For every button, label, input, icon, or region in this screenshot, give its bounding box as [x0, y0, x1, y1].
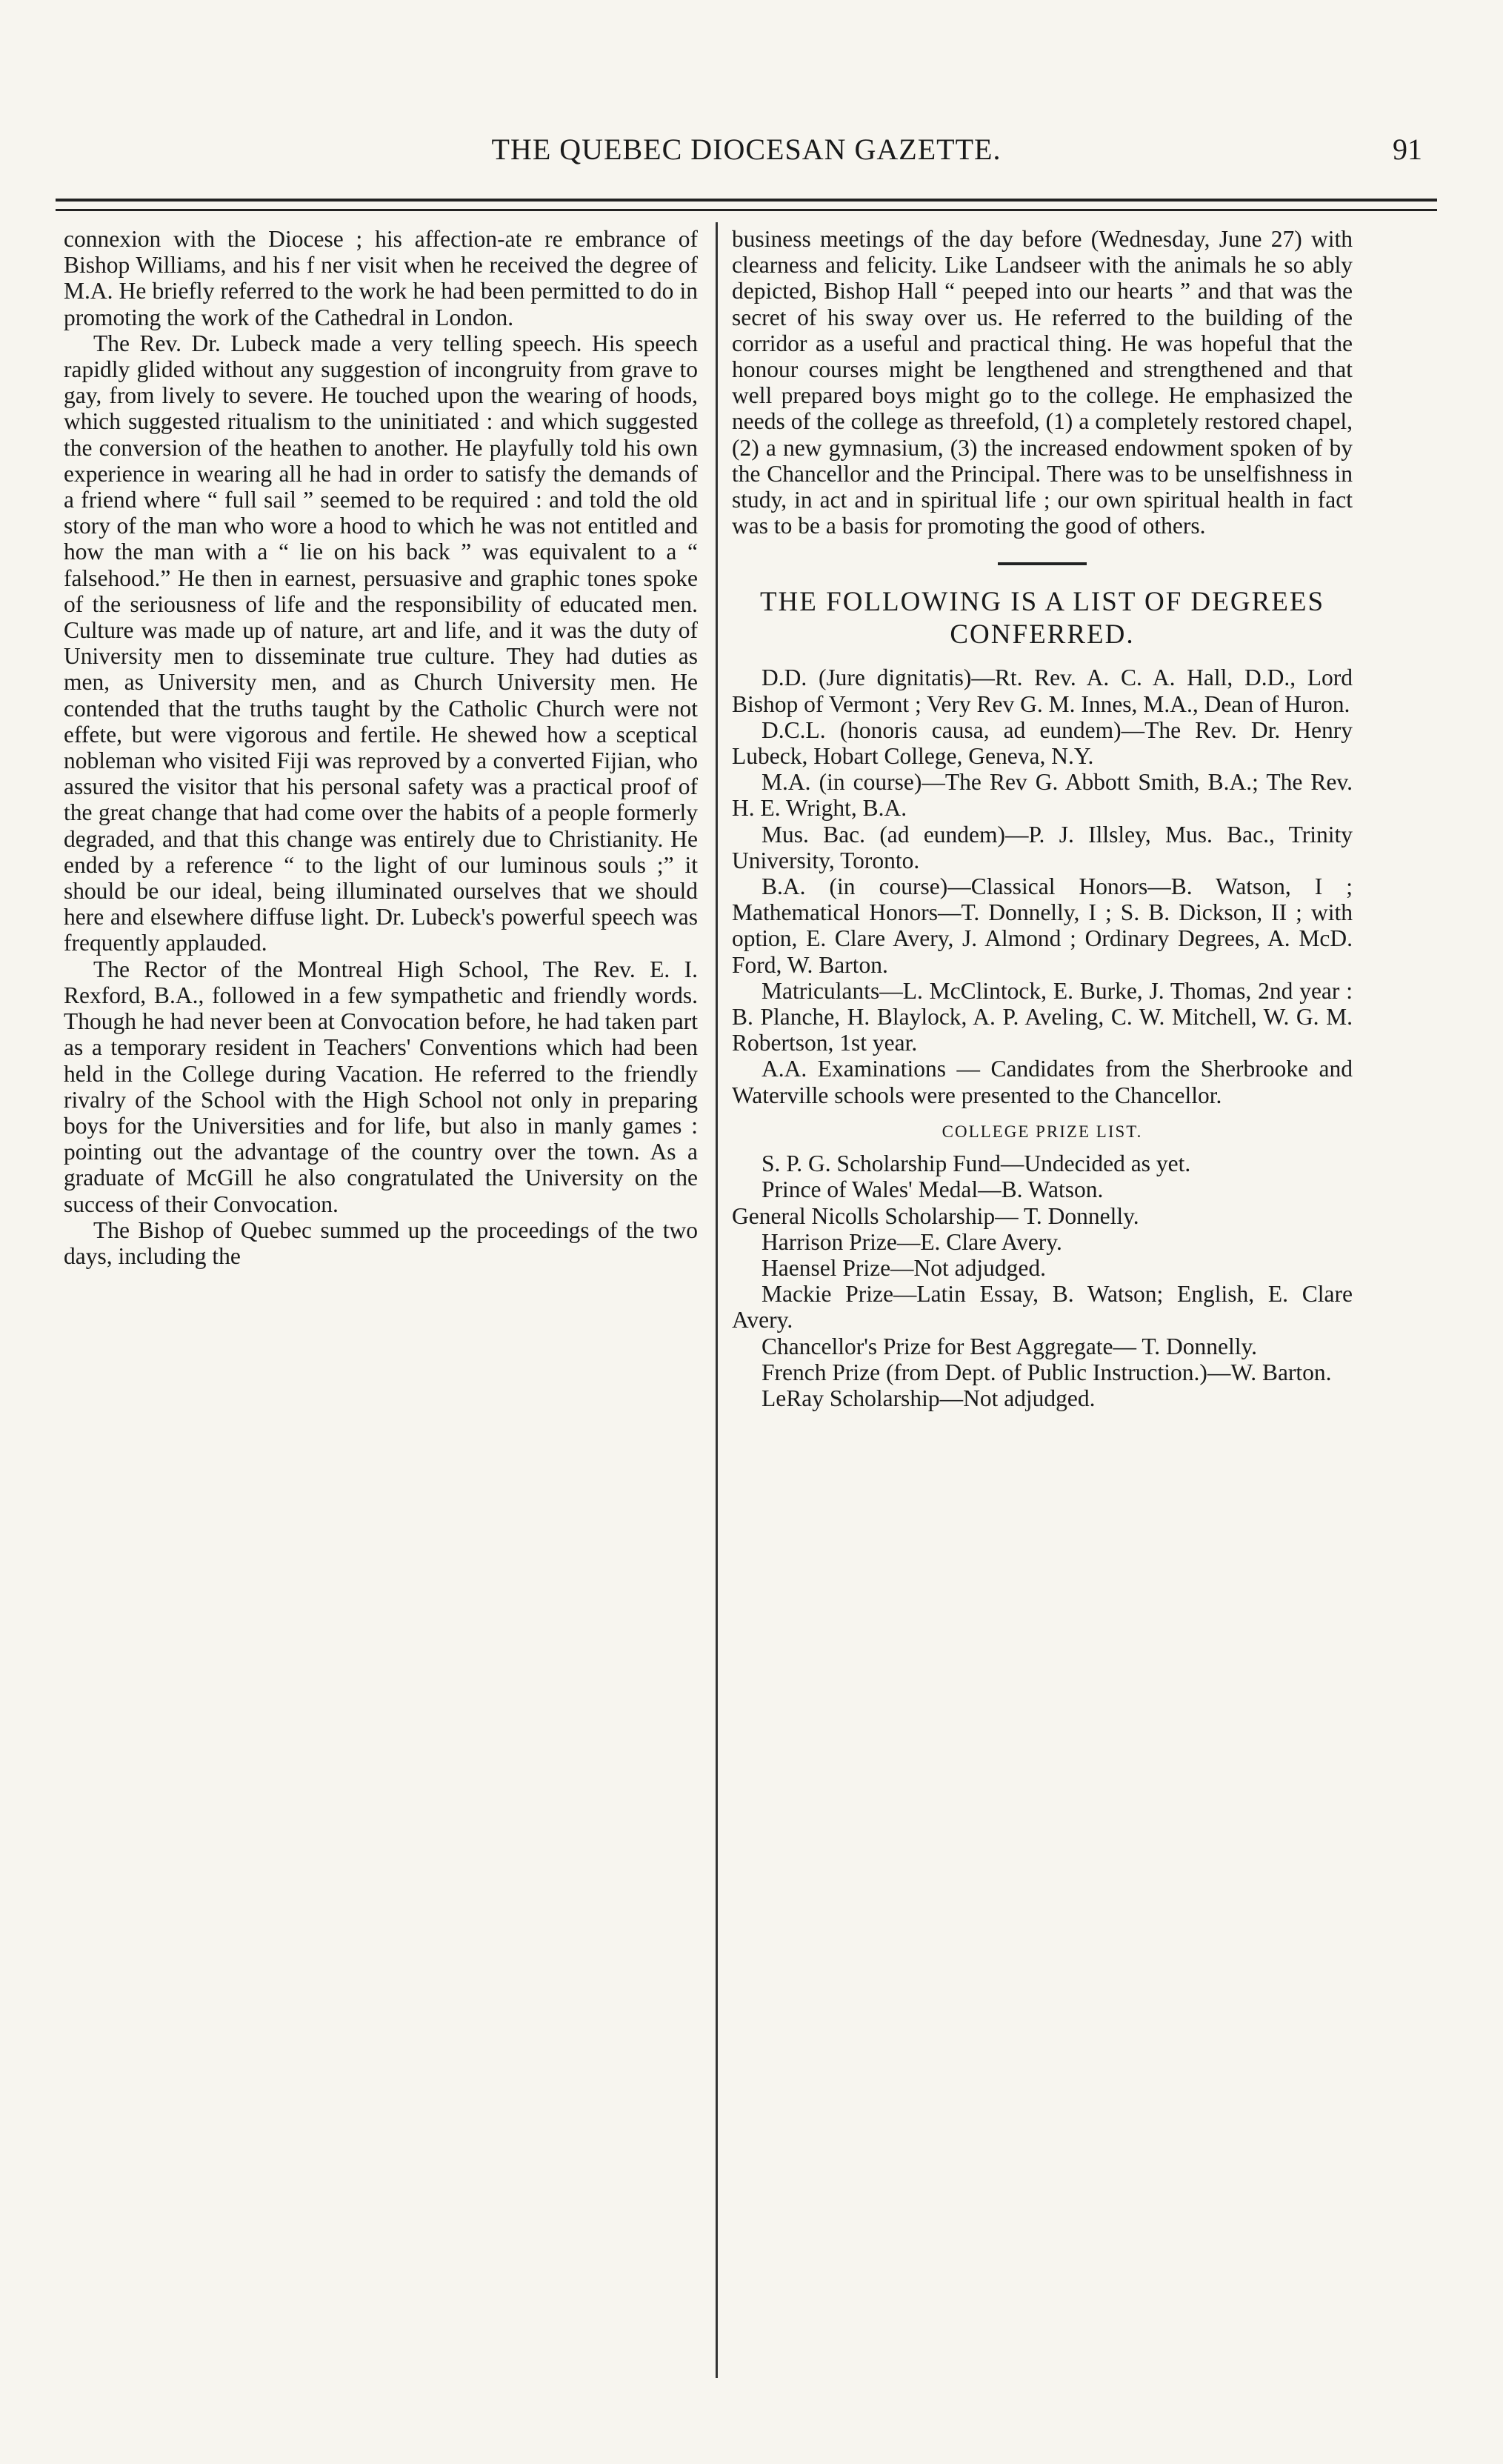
- degree-entry: B.A. (in course)—Classical Honors—B. Watson, I ; Mathematical Honors—T. Donnelly, I ; S. B. Dickson, II ; with option, E. Clare Avery, J. Almond ; Ordinary Degrees, A. McD. Ford, W. Barton.: [732, 873, 1353, 978]
- paragraph: business meetings of the day before (Wednesday, June 27) with clearness and felicity. Like Landseer with the animals he so ably depicted, Bishop Hall “ peeped into our hearts ” and that was the secret of his sway over us. He referred to the building of the corridor as a useful and practical thing. He was hopeful that the honour courses might be lengthened and strengthened and that well prepared boys might go to the college. He emphasized the needs of the college as threefold, (1) a completely restored chapel, (2) a new gymnasium, (3) the increased endowment spoken of by the Chancellor and the Principal. There was to be unselfishness in study, in act and in spiritual life ; our own spiritual health in fact was to be a basis for promoting the good of others.: [732, 226, 1353, 539]
- prize-entry: LeRay Scholarship—Not adjudged.: [762, 1385, 1096, 1411]
- section-heading: THE FOLLOWING IS A LIST OF DEGREES CONFERRED.: [759, 587, 1325, 650]
- right-column: [732, 226, 1353, 1411]
- header-rule-thick: [56, 199, 1437, 202]
- page-number: 91: [1393, 133, 1422, 166]
- prize-entry: General Nicolls Scholarship— T. Donnelly.: [732, 1202, 1139, 1229]
- degree-entry: D.D. (Jure dignitatis)—Rt. Rev. A. C. A. Hall, D.D., Lord Bishop of Vermont ; Very Rev G. M. Innes, M.A., Dean of Huron.: [732, 665, 1353, 717]
- prize-list-heading: COLLEGE PRIZE LIST.: [942, 1122, 1143, 1141]
- prize-entry: Mackie Prize—Latin Essay, B. Watson; English, E. Clare Avery.: [732, 1281, 1353, 1333]
- section-separator: [998, 562, 1087, 565]
- page-title: THE QUEBEC DIOCESAN GAZETTE.: [491, 133, 1002, 166]
- prize-entry: Haensel Prize—Not adjudged.: [762, 1254, 1047, 1281]
- degree-entry: M.A. (in course)—The Rev G. Abbott Smith, B.A.; The Rev. H. E. Wright, B.A.: [732, 769, 1353, 822]
- prize-entry: Harrison Prize—E. Clare Avery.: [762, 1228, 1062, 1255]
- prize-entry: Prince of Wales' Medal—B. Watson.: [762, 1176, 1104, 1203]
- prize-entry: S. P. G. Scholarship Fund—Undecided as yet.: [762, 1151, 1191, 1177]
- paragraph: The Bishop of Quebec summed up the proceedings of the two days, including the: [64, 1216, 698, 1269]
- header-rule-thin: [56, 209, 1437, 211]
- prize-entry: French Prize (from Dept. of Public Instruction.)—W. Barton.: [762, 1359, 1332, 1385]
- left-column: [64, 226, 698, 1269]
- degree-entry: Mus. Bac. (ad eundem)—P. J. Illsley, Mus. Bac., Trinity University, Toronto.: [732, 821, 1353, 873]
- degree-entry: Matriculants—L. McClintock, E. Burke, J. Thomas, 2nd year : B. Planche, H. Blaylock, A. P. Aveling, C. W. Mitchell, W. G. M. Robertson, 1st year.: [732, 977, 1353, 1056]
- degree-entry: A.A. Examinations — Candidates from the Sherbrooke and Waterville schools were presented to the Chancellor.: [732, 1056, 1353, 1108]
- page-header: [56, 132, 1437, 184]
- paragraph: The Rev. Dr. Lubeck made a very telling speech. His speech rapidly glided without any suggestion of incongruity from grave to gay, from lively to severe. He touched upon the wearing of hoods, which suggested ritualism to the uninitiated : and which suggested the conversion of the heathen to another. He playfully told his own experience in wearing all he had in order to satisfy the demands of a friend where “ full sail ” seemed to be required : and told the old story of the man who wore a hood to which he was not entitled and how the man with a “ lie on his back ” was equivalent to a “ falsehood.” He then in earnest, persuasive and graphic tones spoke of the seriousness of life and the responsibility of educated men. Culture was made up of nature, art and life, and it was the duty of University men to disseminate true culture. They had duties as men, as University men, and as Church University men. He contended that the truths taught by the Catholic Church were not effete, but were vigorous and fertile. He shewed how a sceptical nobleman who visited Fiji was reproved by a converted Fijian, who assured the visitor that his personal safety was a practical proof of the great change that had come over the habits of a people formerly degraded, and that this change was entirely due to Christianity. He ended by a reference “ to the light of our luminous souls ;” it should be our ideal, being illuminated ourselves that we should here and elsewhere diffuse light. Dr. Lubeck's powerful speech was frequently applauded.: [64, 330, 698, 956]
- prize-entry: Chancellor's Prize for Best Aggregate— T. Donnelly.: [762, 1333, 1258, 1359]
- paragraph: connexion with the Diocese ; his affection-ate re embrance of Bishop Williams, and his f ner visit when he received the degree of M.A. He briefly referred to the work he had been permitted to do in promoting the work of the Cathedral in London.: [64, 226, 698, 330]
- degree-entry: D.C.L. (honoris causa, ad eundem)—The Rev. Dr. Henry Lubeck, Hobart College, Geneva, N.Y.: [732, 716, 1353, 770]
- paragraph: The Rector of the Montreal High School, The Rev. E. I. Rexford, B.A., followed in a few sympathetic and friendly words. Though he had never been at Convocation before, he had taken part as a temporary resident in Teachers' Conventions which had been held in the College during Vacation. He referred to the friendly rivalry of the School with the High School not only in preparing boys for the Universities and for life, but also in manly games : pointing out the advantage of the country over the town. As a graduate of McGill he also congratulated the University on the success of their Convocation.: [64, 956, 698, 1217]
- column-divider: [716, 222, 718, 2378]
